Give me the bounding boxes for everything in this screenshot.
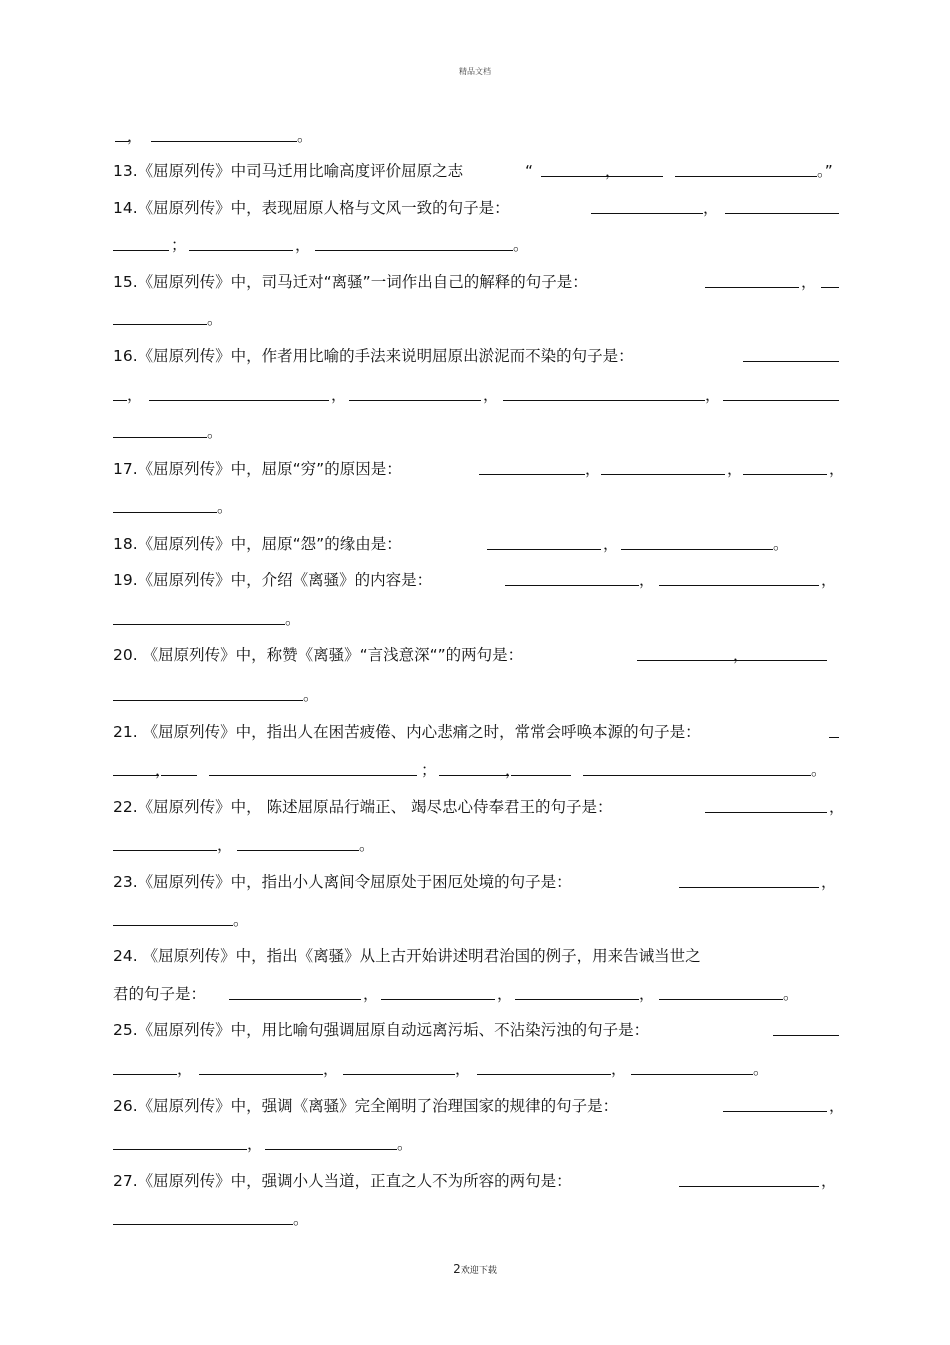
answer-blank[interactable] <box>113 307 207 325</box>
period: 。 <box>233 911 249 929</box>
question-22 <box>113 795 845 819</box>
comma: ， <box>639 985 655 1003</box>
question-text: 13.《屈原列传》中司马迁用比喻高度评价屈原之志 <box>113 162 464 180</box>
q12-answer-line <box>113 124 840 148</box>
answer-blank[interactable] <box>209 758 417 776</box>
comma: ， <box>155 761 171 779</box>
question-text: 16.《屈原列传》中，作者用比喻的手法来说明屈原出淤泥而不染的句子是： <box>113 347 634 365</box>
answer-blank[interactable] <box>487 532 601 550</box>
comma: ， <box>703 199 719 217</box>
period: 。 <box>753 1060 769 1078</box>
comma: ， <box>705 386 721 404</box>
semicolon: ； <box>421 761 437 779</box>
period: 。 <box>285 610 301 628</box>
question-26 <box>113 1094 845 1118</box>
answer-blank[interactable] <box>773 1018 839 1036</box>
comma: ， <box>829 1097 845 1115</box>
question-text: 23.《屈原列传》中，指出小人离间令屈原处于困厄处境的句子是： <box>113 873 572 891</box>
answer-blank[interactable] <box>591 196 703 214</box>
close-quote: 。” <box>817 162 833 180</box>
comma: ， <box>603 535 619 553</box>
comma: ， <box>821 571 837 589</box>
comma: ， <box>497 985 513 1003</box>
answer-blank[interactable] <box>601 457 725 475</box>
answer-blank[interactable] <box>349 383 481 401</box>
question-text: 18.《屈原列传》中，屈原“怨”的缘由是： <box>113 535 402 553</box>
answer-blank[interactable] <box>439 758 509 776</box>
answer-blank[interactable] <box>621 532 773 550</box>
question-text: 26.《屈原列传》中，强调《离骚》完全阐明了治理国家的规律的句子是： <box>113 1097 619 1115</box>
comma: ， <box>821 873 837 891</box>
page-header: 精品文档 <box>459 67 491 76</box>
comma: ， <box>177 1060 193 1078</box>
answer-blank[interactable] <box>161 758 197 776</box>
question-23-cont <box>113 908 840 932</box>
comma: ， <box>829 460 845 478</box>
period: 。 <box>293 1210 309 1228</box>
period: 。 <box>303 686 319 704</box>
footer-text: 欢迎下载 <box>460 1266 497 1276</box>
answer-blank[interactable] <box>609 159 663 177</box>
answer-blank[interactable] <box>821 270 839 288</box>
question-text: 22.《屈原列传》中， 陈述屈原品行端正、 竭尽忠心侍奉君王的句子是： <box>113 798 613 816</box>
question-text: 27.《屈原列传》中，强调小人当道，正直之人不为所容的两句是： <box>113 1172 572 1190</box>
question-24-cont <box>113 982 840 1006</box>
answer-blank[interactable] <box>113 383 127 401</box>
question-text: 21. 《屈原列传》中，指出人在困苦疲倦、内心悲痛之时，常常会呼唤本源的句子是： <box>113 723 701 741</box>
period: 。 <box>811 761 827 779</box>
question-21 <box>113 720 840 744</box>
comma: ， <box>127 386 143 404</box>
question-text: 19.《屈原列传》中，介绍《离骚》的内容是： <box>113 571 433 589</box>
answer-blank[interactable] <box>315 233 513 251</box>
question-24 <box>113 944 840 968</box>
answer-blank[interactable] <box>113 908 233 926</box>
question-26-cont <box>113 1132 840 1156</box>
question-text-cont: 君的句子是： <box>113 985 207 1003</box>
period: 。 <box>773 535 789 553</box>
comma: ， <box>331 386 347 404</box>
comma: ， <box>217 836 233 854</box>
answer-blank[interactable] <box>151 124 297 142</box>
answer-blank[interactable] <box>189 233 293 251</box>
answer-blank[interactable] <box>705 270 799 288</box>
answer-blank[interactable] <box>505 568 639 586</box>
question-14 <box>113 196 840 220</box>
answer-blank[interactable] <box>113 420 207 438</box>
question-20-cont <box>113 683 840 707</box>
question-text: 15.《屈原列传》中，司马迁对“离骚”一词作出自己的解释的句子是： <box>113 273 588 291</box>
period: 。 <box>217 498 233 516</box>
answer-blank[interactable] <box>113 833 217 851</box>
answer-blank[interactable] <box>583 758 811 776</box>
answer-blank[interactable] <box>723 1094 827 1112</box>
question-14-cont <box>113 233 840 257</box>
answer-blank[interactable] <box>675 159 817 177</box>
question-text: 20. 《屈原列传》中，称赞《离骚》“言浅意深“”的两句是： <box>113 646 524 664</box>
answer-blank[interactable] <box>343 1057 455 1075</box>
open-quote: “ <box>525 162 534 180</box>
question-19-cont <box>113 607 840 631</box>
comma: ， <box>585 460 601 478</box>
question-15-cont <box>113 307 840 331</box>
comma: ， <box>295 236 311 254</box>
comma: ， <box>605 162 621 180</box>
comma: ， <box>483 386 499 404</box>
answer-blank[interactable] <box>479 457 585 475</box>
question-22-cont <box>113 833 840 857</box>
question-23 <box>113 870 840 894</box>
answer-blank[interactable] <box>511 758 571 776</box>
period: 。 <box>297 127 313 145</box>
question-text: 24. 《屈原列传》中，指出《离骚》从上古开始讲述明君治国的例子，用来告诫当世之 <box>113 947 701 965</box>
comma: ， <box>455 1060 471 1078</box>
answer-blank[interactable] <box>229 982 361 1000</box>
answer-blank[interactable] <box>829 720 839 738</box>
answer-blank[interactable] <box>631 1057 753 1075</box>
question-19 <box>113 568 840 592</box>
answer-blank[interactable] <box>113 1132 247 1150</box>
question-20 <box>113 643 840 667</box>
period: 。 <box>207 310 223 328</box>
answer-blank[interactable] <box>113 1207 293 1225</box>
answer-blank[interactable] <box>113 758 159 776</box>
answer-blank[interactable] <box>503 383 705 401</box>
comma: ， <box>801 273 817 291</box>
answer-blank[interactable] <box>515 982 639 1000</box>
comma: ， <box>639 571 655 589</box>
answer-blank[interactable] <box>705 795 827 813</box>
answer-blank[interactable] <box>113 1057 177 1075</box>
period: 。 <box>359 836 375 854</box>
question-13 <box>113 159 840 183</box>
answer-blank[interactable] <box>541 159 609 177</box>
question-25-cont <box>113 1057 840 1081</box>
answer-blank[interactable] <box>265 1132 397 1150</box>
question-18 <box>113 532 840 556</box>
page-footer <box>0 1262 950 1276</box>
question-15 <box>113 270 840 294</box>
question-16 <box>113 344 840 368</box>
answer-blank[interactable] <box>477 1057 611 1075</box>
answer-blank[interactable] <box>679 870 819 888</box>
comma: ， <box>727 460 743 478</box>
comma: ， <box>505 761 521 779</box>
question-27 <box>113 1169 840 1193</box>
question-25 <box>113 1018 840 1042</box>
answer-blank[interactable] <box>113 607 285 625</box>
comma: ， <box>363 985 379 1003</box>
comma: ， <box>829 798 845 816</box>
question-16-cont <box>113 383 840 407</box>
comma: ， <box>247 1135 263 1153</box>
answer-blank[interactable] <box>743 457 827 475</box>
page-number: 2 <box>453 1262 461 1276</box>
answer-blank[interactable] <box>113 683 303 701</box>
answer-blank[interactable] <box>113 233 169 251</box>
question-text: 14.《屈原列传》中，表现屈原人格与文风一致的句子是： <box>113 199 510 217</box>
question-16-cont2 <box>113 420 840 444</box>
question-17 <box>113 457 845 481</box>
question-27-cont <box>113 1207 840 1231</box>
comma: ， <box>127 127 143 145</box>
answer-blank[interactable] <box>149 383 329 401</box>
comma: ， <box>611 1060 627 1078</box>
period: 。 <box>207 423 223 441</box>
comma: ， <box>821 1172 837 1190</box>
answer-blank[interactable] <box>237 833 359 851</box>
answer-blank[interactable] <box>737 643 827 661</box>
answer-blank[interactable] <box>725 196 839 214</box>
answer-blank[interactable] <box>679 1169 819 1187</box>
question-text: 17.《屈原列传》中，屈原“穷”的原因是： <box>113 460 402 478</box>
comma: ， <box>733 646 749 664</box>
answer-blank[interactable] <box>743 344 839 362</box>
answer-blank[interactable] <box>659 568 819 586</box>
period: 。 <box>397 1135 413 1153</box>
answer-blank[interactable] <box>637 643 737 661</box>
answer-blank[interactable] <box>381 982 495 1000</box>
question-17-cont <box>113 495 840 519</box>
period: 。 <box>783 985 799 1003</box>
question-text: 25.《屈原列传》中，用比喻句强调屈原自动远离污垢、不沾染污浊的句子是： <box>113 1021 650 1039</box>
answer-blank[interactable] <box>659 982 783 1000</box>
period: 。 <box>513 236 529 254</box>
question-21-cont <box>113 758 840 782</box>
answer-blank[interactable] <box>199 1057 323 1075</box>
answer-blank[interactable] <box>113 495 217 513</box>
semicolon: ； <box>171 236 187 254</box>
answer-blank[interactable] <box>723 383 839 401</box>
comma: ， <box>323 1060 339 1078</box>
